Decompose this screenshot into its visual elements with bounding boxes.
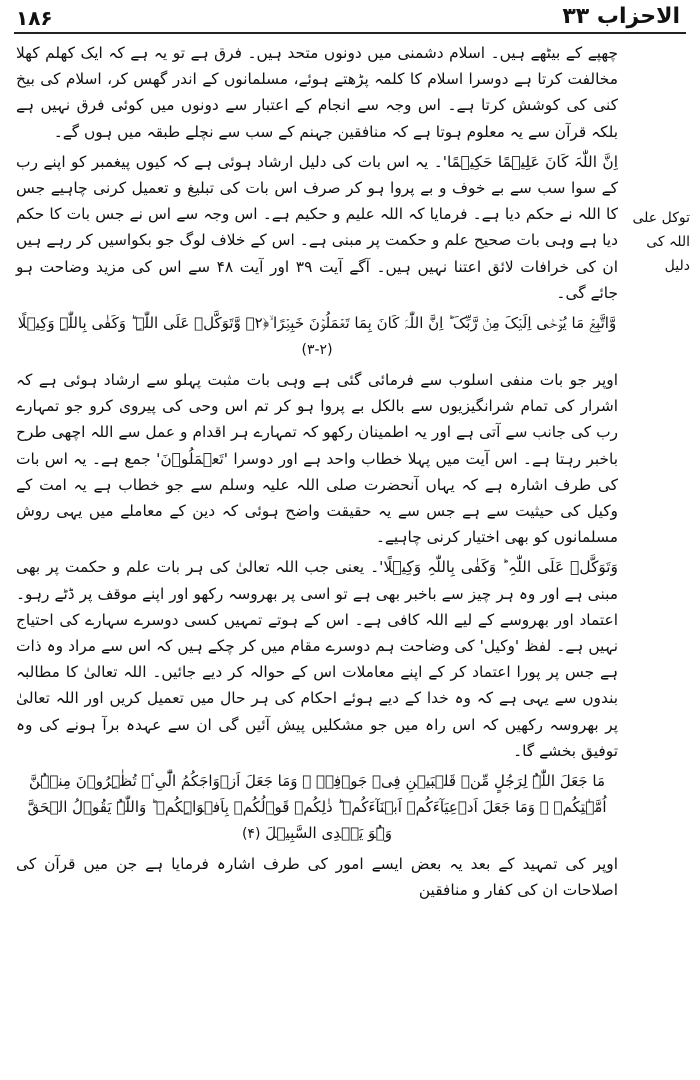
paragraph-4: وَتَوَکَّلۡ عَلَی اللّٰہِ ؕ وَکَفٰی بِاللّٰہِ وَکِیۡلًا'۔ یعنی جب اللہ تعالیٰ کی ہر بات علم و حکمت پر بھی مبنی ہے اور وہ ہر چیز سے باخبر بھی ہے تو اسی پر بھروسہ رکھو اور اپنے موقف پر ڈٹے رہو۔ اعتماد اور بھروسے کے لیے اللہ کافی ہے۔ اس کے ہوتے تمہیں کسی دوسرے سہارے کی احتیاج نہیں ہے۔ لفظ 'وکیل' کی وضاحت ہم دوسرے مقام میں کر چکے ہیں کہ اس سے مراد وہ ذات ہے جس پر پورا اعتماد کر کے اپنے معاملات اس کے حوالہ کر دیے جائیں۔ اللہ تعالیٰ کا مطالبہ بندوں سے یہی ہے کہ وہ خدا کے دیے ہوئے احکام کی ہر حال میں تعمیل کریں اور اللہ تعالیٰ پر بھروسہ رکھیں کہ اس راہ میں جو مشکلیں پیش آئیں گی ان سے عہدہ برآ ہونے کی وہ توفیق بخشے گا۔	[16, 558, 618, 760]
page-header	[0, 4, 700, 32]
paragraph-2: اِنَّ اللّٰہَ کَانَ عَلِیۡمًا حَکِیۡمًا'۔ یہ اس بات کی دلیل ارشاد ہوئی ہے کہ کیوں پیغمبر کو اپنے رب کے سوا سب سے بے خوف و بے پروا ہو کر صرف اس بات کی تبلیغ و تعمیل کرنی چاہیے جس کا اللہ نے حکم دیا ہے۔ فرمایا کہ اللہ علیم و حکیم ہے۔ اس وجہ سے اس نے جس بات کا حکم دیا ہے وہی بات صحیح علم و حکمت پر مبنی ہے۔ اس کے خلاف لوگ جو بکواسیں کر رہے ہیں ان کی خرافات لائق اعتنا نہیں ہیں۔ آگے آیت ۳۹ اور آیت ۴۸ سے اس کی مزید وضاحت ہو جائے گی۔	[16, 152, 618, 302]
margin-note: توکل علی اللہ کی دلیل	[632, 210, 690, 274]
commentary-body	[16, 40, 618, 907]
surah-title: الاحزاب ۳۳	[562, 4, 680, 29]
quran-verse-1	[16, 310, 618, 363]
header-divider	[14, 32, 686, 34]
paragraph-1: چھپے کے بیٹھے ہیں۔ اسلام دشمنی میں دونوں متحد ہیں۔ فرق ہے تو یہ ہے کہ ایک کھلم کھلا مخالفت کرتا ہے دوسرا اسلام کا کلمہ پڑھتے ہوئے، مسلمانوں کے اندر گھس کر، اسلام کی بیخ کنی کی کوشش کرتا ہے۔ اس وجہ سے انجام کے اعتبار سے دونوں میں کوئی فرق نہیں ہے بلکہ قرآن سے یہ معلوم ہوتا ہے کہ منافقین جہنم کے سب سے نچلے طبقہ میں ہوں گے۔	[16, 44, 618, 141]
paragraph-3: اوپر جو بات منفی اسلوب سے فرمائی گئی ہے وہی بات مثبت پہلو سے ارشاد ہوئی ہے کہ اشرار کی تمام شرانگیزیوں سے بالکل بے پروا ہو کر تم اس وحی کی پیروی کرو جو تمہارے رب کی جانب سے آتی ہے اور یہ اطمینان رکھو کہ تمہارے ہر اقدام و عمل سے اللہ اچھی طرح باخبر رہتا ہے۔ اس آیت میں پہلا خطاب واحد ہے اور دوسرا 'تَعۡمَلُوۡنَ' جمع ہے۔ یہ اس بات کی طرف اشارہ ہے کہ یہاں آنحضرت صلی اللہ علیہ وسلم سے جو خطاب ہے یہ امت کے وکیل کی حیثیت سے ہے جس سے یہ حقیقت واضح ہوئی کہ دین کے معاملے میں یہی روش مسلمانوں کو بھی اختیار کرنی چاہیے۔	[16, 371, 618, 547]
verse-text: مَا جَعَلَ اللّٰہُ لِرَجُلٍ مِّنۡ قَلۡبَیۡنِ فِیۡ جَوۡفِہٖ ۚ وَمَا جَعَلَ اَزۡوَاجَکُمُ الّٰٓیِٴۡ تُظٰہِرُوۡنَ مِنۡہُنَّ اُمَّہٰتِکُمۡ ۚ وَمَا جَعَلَ اَدۡعِیَآءَکُمۡ اَبۡنَآءَکُمۡ ؕ ذٰلِکُمۡ قَوۡلُکُمۡ بِاَفۡوَاہِکُمۡ ؕ وَاللّٰہُ یَقُوۡلُ الۡحَقَّ وَہُوَ یَہۡدِی السَّبِیۡلَ	[27, 772, 607, 843]
verse-reference: (۲-۳)	[301, 342, 333, 359]
verse-reference: (۴)	[241, 826, 261, 843]
quran-verse-2	[16, 768, 618, 847]
verse-text: وَّاتَّبِعۡ مَا یُوۡحٰۤی اِلَیۡکَ مِنۡ رَّبِّکَ ؕ اِنَّ اللّٰہَ کَانَ بِمَا تَعۡمَلُوۡنَ خَبِیۡرًا ۙ﴿۲﴾ وَّتَوَکَّلۡ عَلَی اللّٰہِ ؕ وَکَفٰی بِاللّٰہِ وَکِیۡلًا	[17, 314, 617, 333]
closing-paragraph: اوپر کی تمہید کے بعد یہ بعض ایسے امور کی طرف اشارہ فرمایا ہے جن میں قرآن کی اصلاحات ان کی کفار و منافقین	[16, 855, 618, 900]
page-number: ۱۸۶	[16, 6, 53, 30]
